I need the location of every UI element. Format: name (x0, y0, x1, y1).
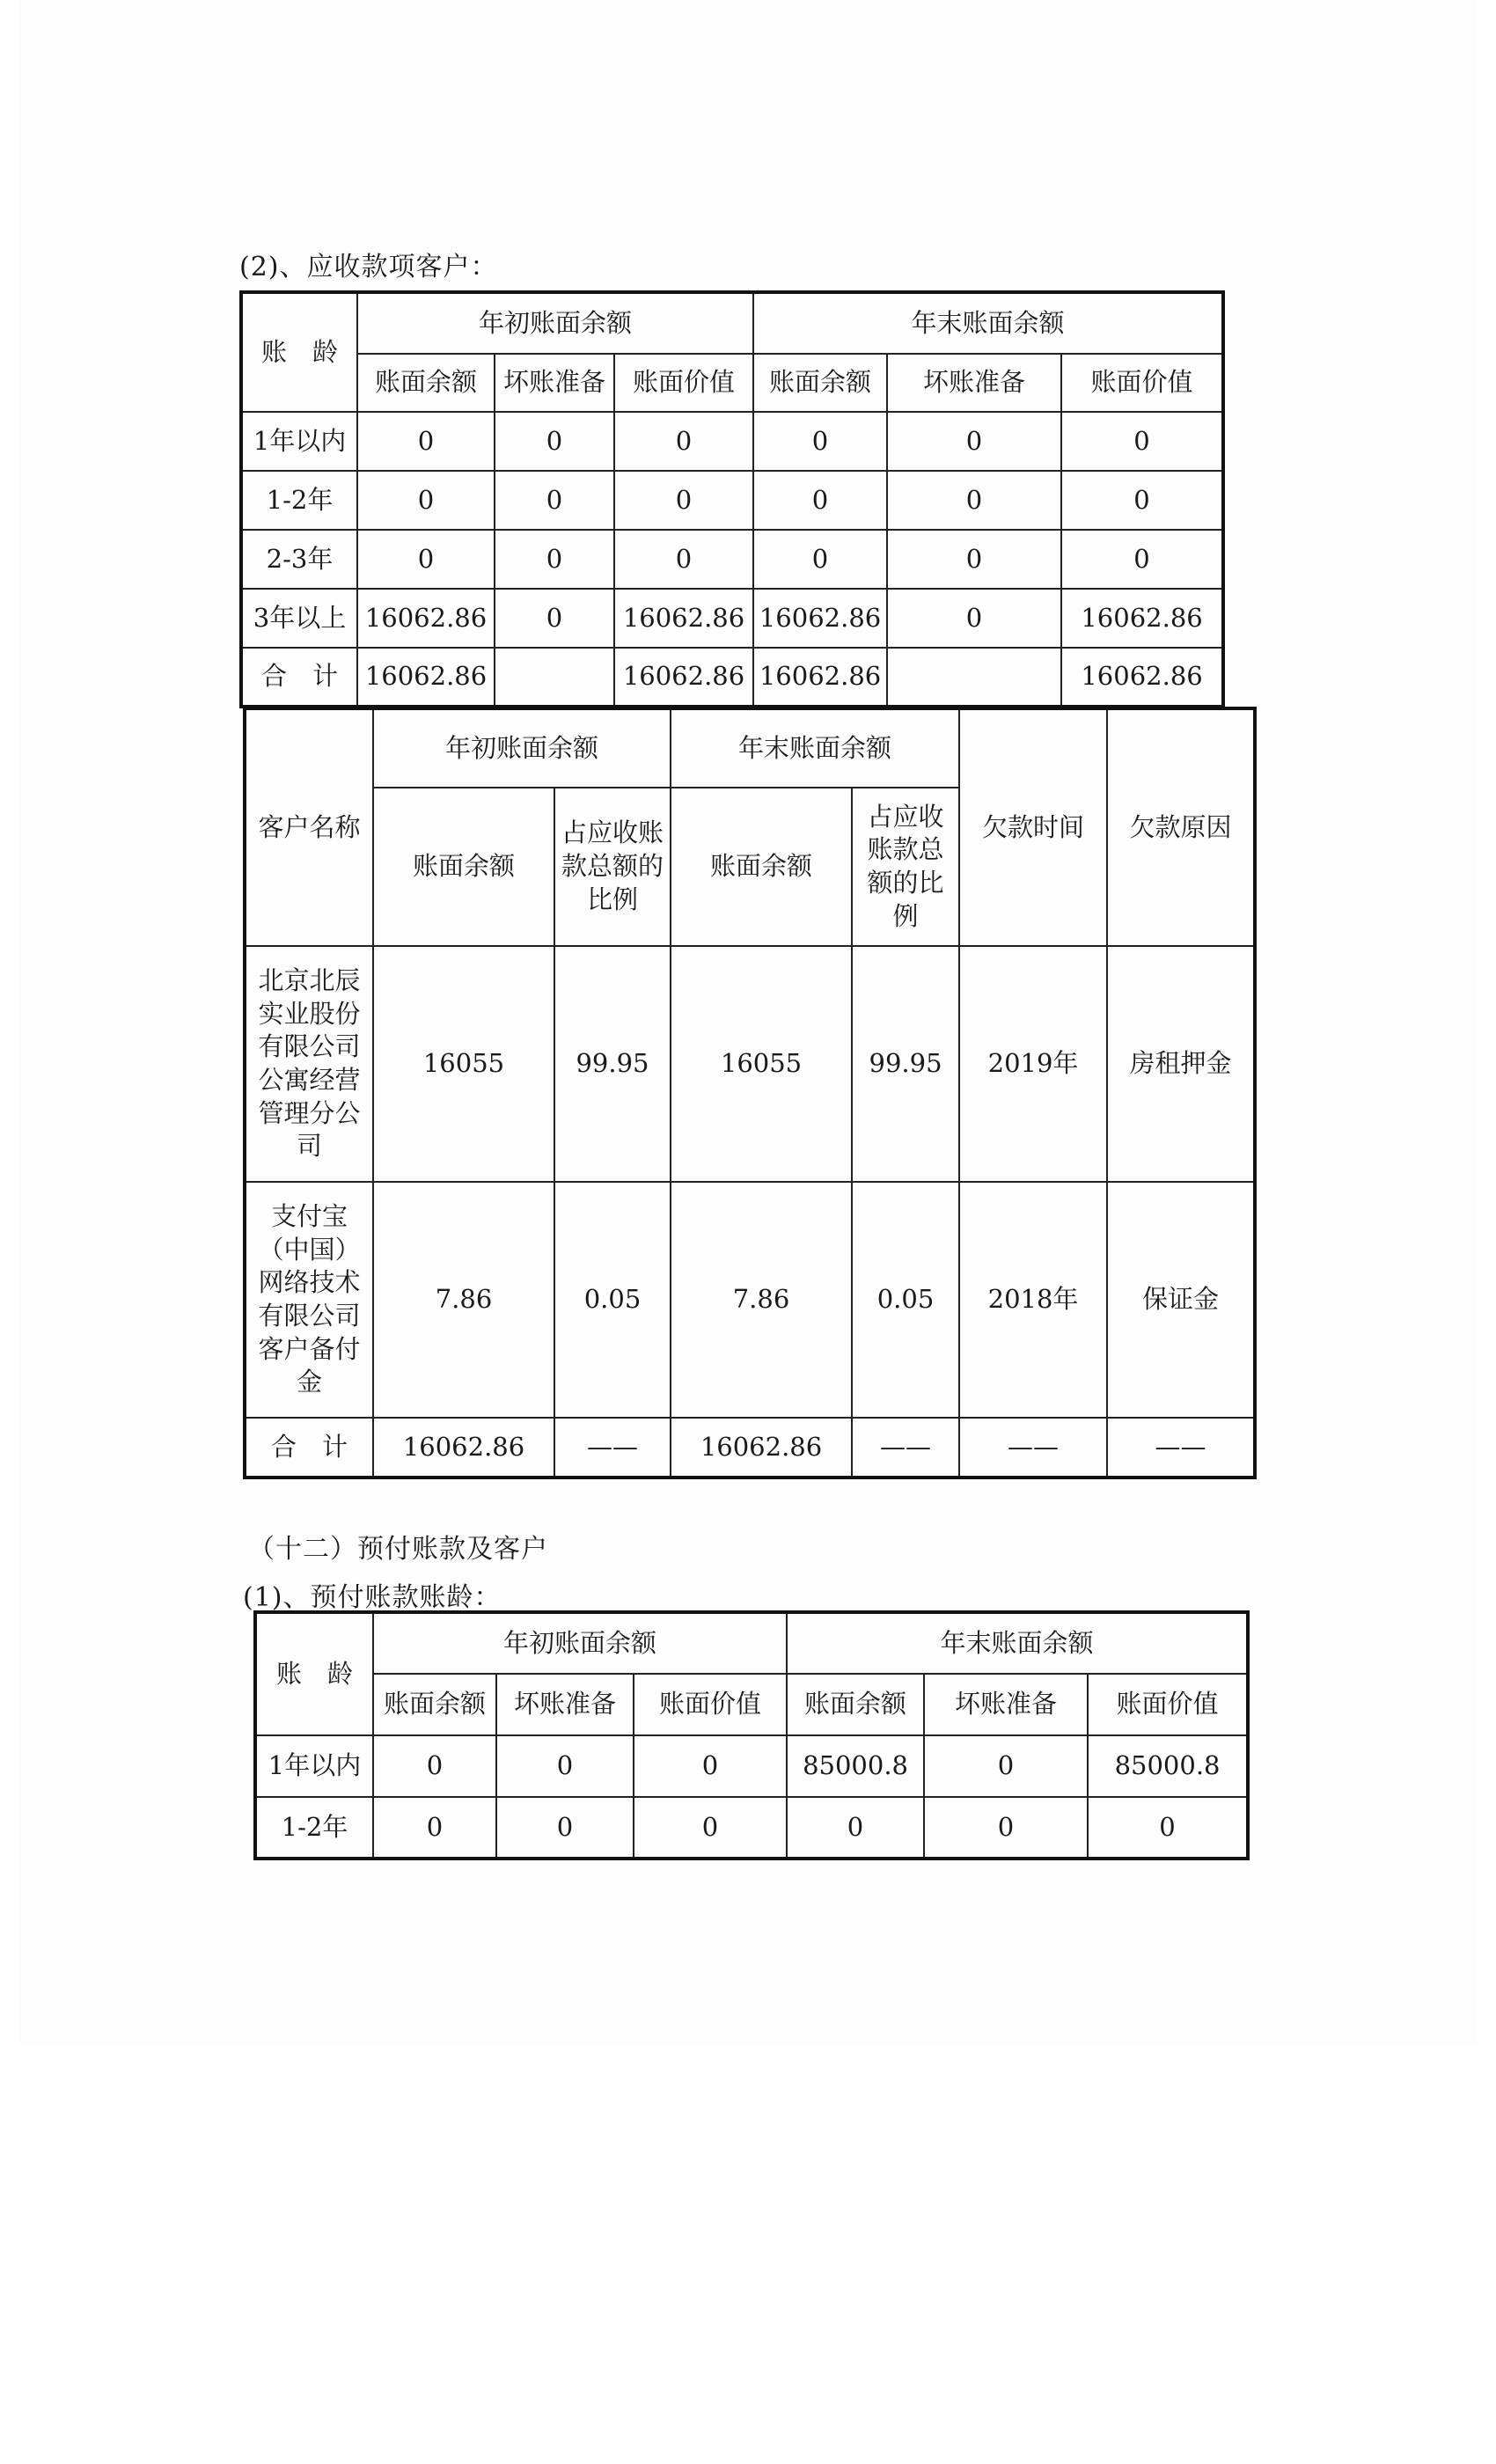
table-cell: 0 (373, 1735, 496, 1797)
table-cell: 0 (357, 412, 495, 471)
table-cell: 0 (495, 530, 614, 589)
table-cell: 2019年 (959, 946, 1107, 1182)
age-header: 账 龄 (241, 292, 357, 412)
arrears-reason-header: 欠款原因 (1107, 708, 1255, 946)
column-header: 账面余额 (357, 354, 495, 412)
table-cell: 16062.86 (614, 589, 753, 648)
row-label: 1年以内 (241, 412, 357, 471)
row-label: 合 计 (245, 1418, 373, 1478)
table-cell: 16062.86 (671, 1418, 852, 1478)
table-cell: 0 (1061, 530, 1223, 589)
table-cell: 0 (634, 1735, 787, 1797)
table-cell: 85000.8 (787, 1735, 924, 1797)
table-cell: 0 (753, 412, 887, 471)
prepayment-aging-table (253, 1610, 1250, 1860)
end-balance-group-header: 年末账面余额 (787, 1612, 1248, 1674)
column-header: 坏账准备 (496, 1674, 634, 1735)
table-cell: 7.86 (373, 1182, 554, 1418)
table-cell: 0 (887, 589, 1061, 648)
column-header: 账面余额 (671, 788, 852, 946)
customer-name: 支付宝（中国）网络技术有限公司客户备付金 (245, 1182, 373, 1418)
receivables-aging-table (239, 290, 1225, 708)
table-cell: 85000.8 (1088, 1735, 1248, 1797)
column-header: 占应收账款总额的比例 (852, 788, 959, 946)
table-cell: 0 (496, 1797, 634, 1859)
table-cell: 16062.86 (1061, 589, 1223, 648)
begin-balance-group-header: 年初账面余额 (357, 292, 753, 354)
table-cell: 16062.86 (357, 589, 495, 648)
table-cell: 0 (373, 1797, 496, 1859)
row-label: 1年以内 (255, 1735, 373, 1797)
page-bottom-margin (0, 2046, 1496, 2464)
prepayment-aging-subheading: (1)、预付账款账龄： (243, 1582, 502, 1613)
table-cell: 0 (924, 1797, 1088, 1859)
row-label: 1-2年 (241, 471, 357, 530)
table-cell: 0 (495, 471, 614, 530)
column-header: 坏账准备 (924, 1674, 1088, 1735)
table-cell: 99.95 (554, 946, 671, 1182)
table-row (241, 412, 1223, 471)
table-cell: 0 (753, 471, 887, 530)
table-cell: 7.86 (671, 1182, 852, 1418)
table-row (245, 1182, 1255, 1418)
table-cell: 16062.86 (614, 648, 753, 707)
table-cell: 保证金 (1107, 1182, 1255, 1418)
row-label: 3年以上 (241, 589, 357, 648)
column-header: 账面价值 (614, 354, 753, 412)
table-cell: 16062.86 (753, 589, 887, 648)
table-cell: —— (554, 1418, 671, 1478)
table-cell: 0 (357, 471, 495, 530)
table-cell: 0 (1061, 471, 1223, 530)
begin-balance-group-header: 年初账面余额 (373, 1612, 787, 1674)
table-row (241, 471, 1223, 530)
table-cell: 16062.86 (357, 648, 495, 707)
table-row (255, 1735, 1248, 1797)
table-cell: 0 (495, 589, 614, 648)
table-cell: 0 (924, 1735, 1088, 1797)
column-header: 账面余额 (373, 788, 554, 946)
table-cell: 99.95 (852, 946, 959, 1182)
prepayment-section-heading: （十二）预付账款及客户 (248, 1534, 548, 1565)
table-row (241, 589, 1223, 648)
row-label: 1-2年 (255, 1797, 373, 1859)
table-cell: 0 (887, 412, 1061, 471)
table-cell: 0 (614, 471, 753, 530)
table-cell: 房租押金 (1107, 946, 1255, 1182)
table-cell: 16062.86 (753, 648, 887, 707)
table-cell: 16062.86 (373, 1418, 554, 1478)
table-cell (495, 648, 614, 707)
table-cell: 0 (887, 471, 1061, 530)
table-cell: —— (959, 1418, 1107, 1478)
customer-name: 北京北辰实业股份有限公司公寓经营管理分公司 (245, 946, 373, 1182)
column-header: 占应收账款总额的比例 (554, 788, 671, 946)
receivables-customer-heading: (2)、应收款项客户： (239, 252, 498, 282)
table-row (241, 530, 1223, 589)
end-balance-group-header: 年末账面余额 (671, 708, 959, 788)
table-cell: 0 (787, 1797, 924, 1859)
column-header: 账面余额 (373, 1674, 496, 1735)
column-header: 账面余额 (753, 354, 887, 412)
table-cell: 0 (357, 530, 495, 589)
table-cell: 0 (1061, 412, 1223, 471)
row-label: 2-3年 (241, 530, 357, 589)
customer-name-header: 客户名称 (245, 708, 373, 946)
table-cell: 0 (887, 530, 1061, 589)
table-cell: 0 (495, 412, 614, 471)
row-label: 合 计 (241, 648, 357, 707)
table-cell: 0 (496, 1735, 634, 1797)
table-cell: 0 (614, 530, 753, 589)
table-cell: —— (852, 1418, 959, 1478)
end-balance-group-header: 年末账面余额 (753, 292, 1223, 354)
table-cell: —— (1107, 1418, 1255, 1478)
table-row (255, 1797, 1248, 1859)
arrears-time-header: 欠款时间 (959, 708, 1107, 946)
begin-balance-group-header: 年初账面余额 (373, 708, 671, 788)
column-header: 坏账准备 (495, 354, 614, 412)
table-cell: 0.05 (852, 1182, 959, 1418)
table-cell: 2018年 (959, 1182, 1107, 1418)
table-cell: 0 (1088, 1797, 1248, 1859)
table-row (245, 946, 1255, 1182)
age-header: 账 龄 (255, 1612, 373, 1735)
table-cell: 16062.86 (1061, 648, 1223, 707)
table-cell: 0 (753, 530, 887, 589)
table-cell: 16055 (671, 946, 852, 1182)
table-cell: 16055 (373, 946, 554, 1182)
column-header: 账面价值 (634, 1674, 787, 1735)
table-cell: 0 (634, 1797, 787, 1859)
column-header: 账面价值 (1061, 354, 1223, 412)
table-cell: 0.05 (554, 1182, 671, 1418)
receivables-customer-table (243, 707, 1257, 1479)
table-cell: 0 (614, 412, 753, 471)
column-header: 账面价值 (1088, 1674, 1248, 1735)
table-cell (887, 648, 1061, 707)
table-row (245, 1418, 1255, 1478)
column-header: 账面余额 (787, 1674, 924, 1735)
column-header: 坏账准备 (887, 354, 1061, 412)
table-row (241, 648, 1223, 707)
